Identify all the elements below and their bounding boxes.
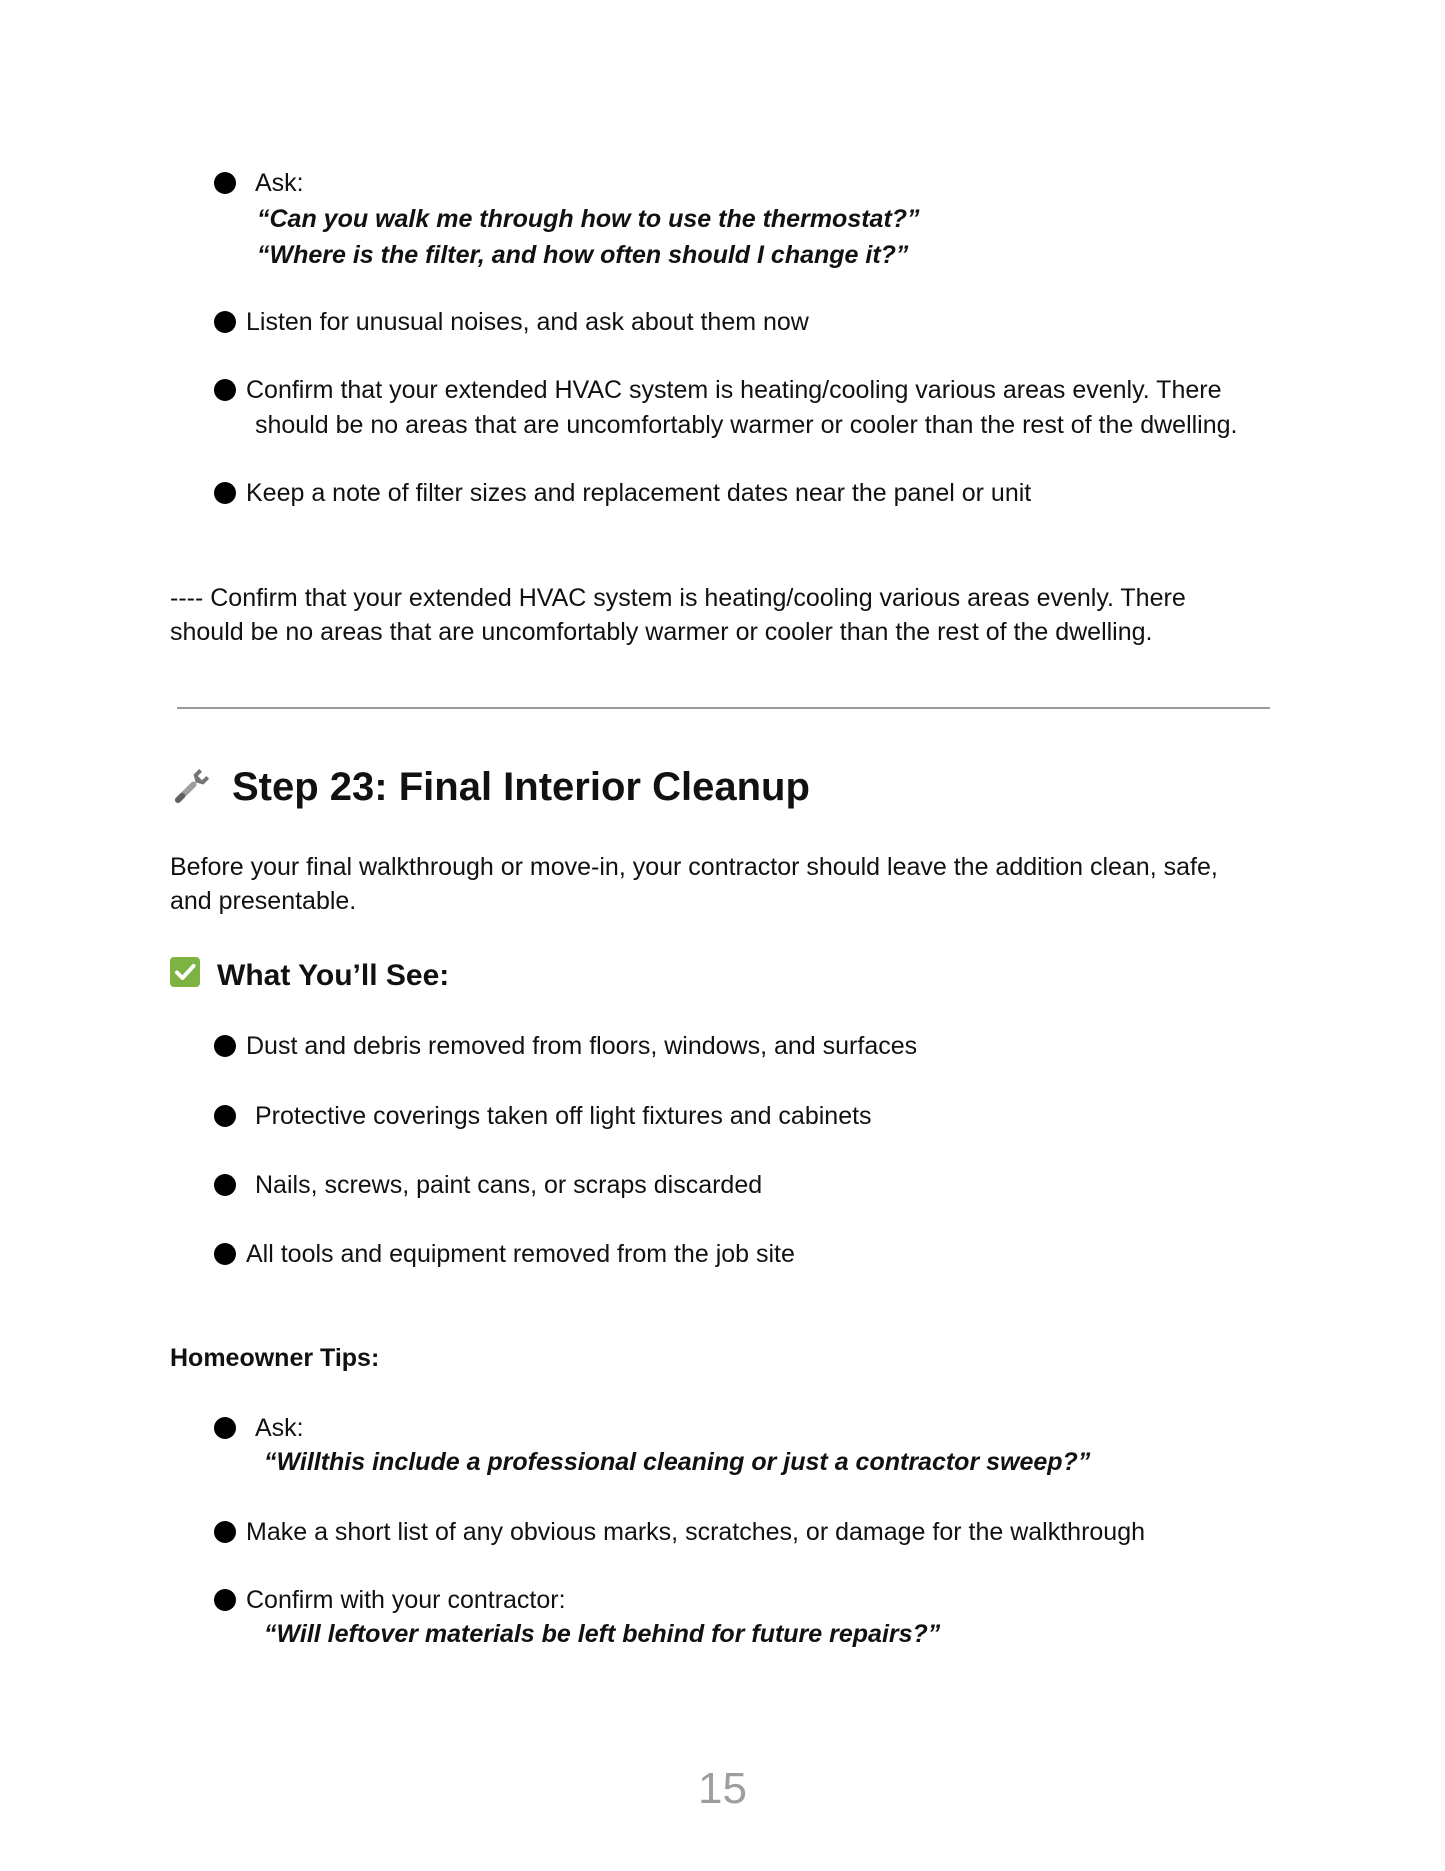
homeowner-tips-heading: Homeowner Tips:	[170, 1344, 380, 1372]
tips-ask-quote: “Willthis include a professional cleaning or just a contractor sweep?”	[264, 1448, 1091, 1476]
bullet	[214, 1243, 236, 1265]
step-title: Step 23: Final Interior Cleanup	[232, 765, 810, 809]
bullet	[214, 1105, 236, 1127]
bullet	[214, 172, 236, 194]
bullet	[214, 1417, 236, 1439]
note-line1: ---- Confirm that your extended HVAC system is heating/cooling various areas evenly. There	[170, 584, 1186, 612]
bullet	[214, 1035, 236, 1057]
bullet	[214, 379, 236, 401]
what-youll-see-heading: What You’ll See:	[217, 959, 450, 992]
note-line2: should be no areas that are uncomfortably warmer or cooler than the rest of the dwelling.	[170, 618, 1153, 646]
wrench-icon	[168, 766, 212, 810]
bullet	[214, 1174, 236, 1196]
bullet	[214, 1521, 236, 1543]
list-item: Nails, screws, paint cans, or scraps discarded	[255, 1171, 763, 1199]
ask-label: Ask:	[255, 169, 304, 197]
list-item: Dust and debris removed from floors, windows, and surfaces	[246, 1032, 918, 1060]
list-item-confirm-line2: should be no areas that are uncomfortably warmer or cooler than the rest of the dwelling.	[255, 411, 1238, 439]
step-intro-line1: Before your final walkthrough or move-in, your contractor should leave the addition clean, safe,	[170, 853, 1218, 881]
list-item-confirm-line1: Confirm that your extended HVAC system is heating/cooling various areas evenly. There	[246, 376, 1222, 404]
tips-list-item: Make a short list of any obvious marks, scratches, or damage for the walkthrough	[246, 1518, 1146, 1546]
list-item: Protective coverings taken off light fixtures and cabinets	[255, 1102, 872, 1130]
bullet	[214, 1589, 236, 1611]
page-number: 15	[698, 1764, 747, 1813]
bullet	[214, 482, 236, 504]
ask-quote-thermostat: “Can you walk me through how to use the thermostat?”	[257, 205, 920, 233]
tips-confirm-label: Confirm with your contractor:	[246, 1586, 566, 1614]
check-mark-icon	[170, 957, 200, 987]
step-intro-line2: and presentable.	[170, 887, 357, 915]
tips-confirm-quote: “Will leftover materials be left behind for future repairs?”	[264, 1620, 941, 1648]
list-item: All tools and equipment removed from the job site	[246, 1240, 795, 1268]
ask-quote-filter: “Where is the filter, and how often should I change it?”	[257, 241, 909, 269]
list-item-listen: Listen for unusual noises, and ask about them now	[246, 308, 809, 336]
section-divider	[177, 707, 1270, 709]
list-item-keep-note: Keep a note of filter sizes and replacement dates near the panel or unit	[246, 479, 1032, 507]
bullet	[214, 311, 236, 333]
tips-ask-label: Ask:	[255, 1414, 304, 1442]
